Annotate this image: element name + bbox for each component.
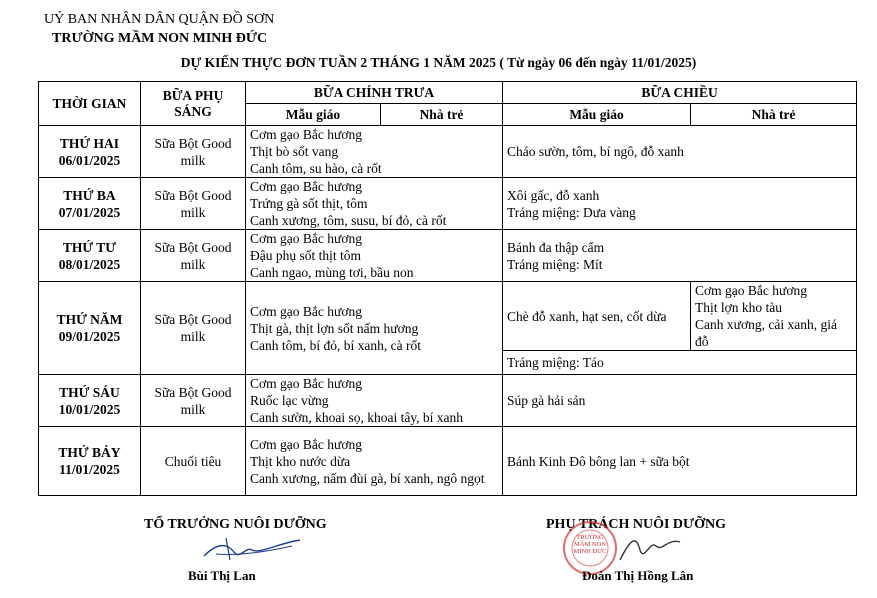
afternoon-item: Chè đỗ xanh, hạt sen, cốt dừa xyxy=(507,308,667,324)
day-cell xyxy=(39,375,141,427)
afternoon-item: Tráng miệng: Mít xyxy=(507,256,603,272)
day-cell xyxy=(39,282,141,375)
lunch-item: Thịt gà, thịt lợn sốt nấm hương xyxy=(250,320,419,336)
breakfast-cell: Sữa Bột Good milk xyxy=(141,178,246,230)
breakfast-cell: Sữa Bột Good milk xyxy=(141,282,246,375)
lunch-cell xyxy=(246,126,503,178)
col-header-time: THỜI GIAN xyxy=(39,82,141,126)
lunch-item: Cơm gạo Bắc hương xyxy=(250,376,362,391)
afternoon-item: Bánh Kinh Đô bông lan + sữa bột xyxy=(507,453,690,469)
table-row xyxy=(39,427,857,496)
afternoon-cell xyxy=(503,427,857,496)
day-date: 10/01/2025 xyxy=(58,401,121,417)
breakfast-cell: Sữa Bột Good milk xyxy=(141,230,246,282)
afternoon-nursery-cell xyxy=(691,282,857,351)
lunch-item: Cơm gạo Bắc hương xyxy=(250,179,362,194)
day-cell xyxy=(39,126,141,178)
lunch-item: Cơm gạo Bắc hương xyxy=(250,436,362,452)
lunch-item: Đậu phụ sốt thịt tôm xyxy=(250,248,361,263)
col-header-breakfast: BỮA PHỤ SÁNG xyxy=(141,82,246,126)
left-signature-title: TỔ TRƯỞNG NUÔI DƯỠNG xyxy=(144,517,327,532)
table-row xyxy=(39,178,857,230)
table-row xyxy=(39,230,857,282)
lunch-cell xyxy=(246,427,503,496)
lunch-item: Cơm gạo Bắc hương xyxy=(250,127,362,142)
right-signature-title: PHỤ TRÁCH NUÔI DƯỠNG xyxy=(546,517,727,532)
committee-name: UỶ BAN NHÂN DÂN QUẬN ĐỒ SƠN xyxy=(44,12,275,27)
afternoon-cell xyxy=(503,375,857,427)
lunch-cell xyxy=(246,230,503,282)
day-date: 09/01/2025 xyxy=(58,329,121,344)
breakfast-cell: Sữa Bột Good milk xyxy=(141,126,246,178)
breakfast-cell: Chuối tiêu xyxy=(141,427,246,496)
lunch-item: Thịt kho nước dừa xyxy=(250,453,351,469)
school-name: TRƯỜNG MẦM NON MINH ĐỨC xyxy=(52,31,268,46)
day-name: THỨ TƯ xyxy=(62,239,117,255)
day-date: 08/01/2025 xyxy=(58,256,121,272)
afternoon-item: Xôi gấc, đỗ xanh xyxy=(507,187,600,203)
day-date: 06/01/2025 xyxy=(58,152,121,168)
afternoon-item: Canh xương, cải xanh, giá đỗ xyxy=(695,317,837,349)
afternoon-cell xyxy=(503,126,857,178)
afternoon-item: Súp gà hải sản xyxy=(507,393,586,408)
day-name: THỨ SÁU xyxy=(59,384,120,400)
lunch-item: Cơm gạo Bắc hương xyxy=(250,303,362,319)
day-name: THỨ BẢY xyxy=(58,445,121,460)
day-cell xyxy=(39,178,141,230)
afternoon-item: Cháo sườn, tôm, bí ngô, đỗ xanh xyxy=(507,144,684,159)
stamp-text: TRƯỜNG MẦM NON MINH ĐỨC xyxy=(573,534,607,555)
lunch-item: Ruốc lạc vừng xyxy=(250,393,329,408)
lunch-cell xyxy=(246,375,503,427)
sub-header-lunch-kindergarten: Mẫu giáo xyxy=(246,104,381,126)
sub-header-lunch-nursery: Nhà trẻ xyxy=(381,104,503,126)
lunch-item: Canh xương, tôm, susu, bí đỏ, cà rốt xyxy=(250,213,447,228)
afternoon-item: Bánh đa thập cẩm xyxy=(507,239,605,255)
lunch-item: Cơm gạo Bắc hương xyxy=(250,231,362,246)
lunch-item: Trứng gà sốt thịt, tôm xyxy=(250,196,368,211)
day-date: 07/01/2025 xyxy=(58,204,121,220)
menu-table xyxy=(38,81,857,496)
day-name: THỨ NĂM xyxy=(56,312,123,327)
sub-header-afternoon-nursery: Nhà trẻ xyxy=(691,104,857,126)
lunch-cell xyxy=(246,178,503,230)
afternoon-cell xyxy=(503,178,857,230)
right-signer-name: Đoàn Thị Hồng Lân xyxy=(582,568,694,583)
menu-title: DỰ KIẾN THỰC ĐƠN TUẦN 2 THÁNG 1 NĂM 2025 ( Từ ngày 06 đến ngày 11/01/2025) xyxy=(180,55,697,70)
day-name: THỨ BA xyxy=(63,187,116,203)
afternoon-kindergarten-cell xyxy=(503,282,691,351)
left-signer-name: Bùi Thị Lan xyxy=(188,568,256,583)
col-header-lunch: BỮA CHÍNH TRƯA xyxy=(246,82,503,104)
lunch-cell xyxy=(246,282,503,375)
lunch-item: Canh tôm, su hào, cà rốt xyxy=(250,161,382,176)
sub-header-afternoon-kindergarten: Mẫu giáo xyxy=(503,104,691,126)
lunch-item: Canh tôm, bí đỏ, bí xanh, cà rốt xyxy=(250,337,421,353)
day-name: THỨ HAI xyxy=(59,135,120,151)
col-header-afternoon: BỮA CHIỀU xyxy=(503,82,857,104)
table-row xyxy=(39,282,857,351)
afternoon-item: Thịt lợn kho tàu xyxy=(695,300,783,315)
lunch-item: Canh ngao, mùng tơi, bầu non xyxy=(250,265,414,280)
day-date: 11/01/2025 xyxy=(59,462,120,477)
afternoon-item: Cơm gạo Bắc hương xyxy=(695,283,807,298)
day-cell xyxy=(39,230,141,282)
lunch-item: Canh sườn, khoai sọ, khoai tây, bí xanh xyxy=(250,410,464,425)
breakfast-cell: Sữa Bột Good milk xyxy=(141,375,246,427)
day-cell xyxy=(39,427,141,496)
dessert-cell: Tráng miệng: Táo xyxy=(503,351,857,375)
afternoon-item: Tráng miệng: Dưa vàng xyxy=(507,204,636,220)
table-row xyxy=(39,126,857,178)
lunch-item: Thịt bò sốt vang xyxy=(250,144,339,159)
afternoon-cell xyxy=(503,230,857,282)
table-row xyxy=(39,375,857,427)
lunch-item: Canh xương, nấm đùi gà, bí xanh, ngô ngọt xyxy=(250,470,485,486)
left-signature-icon xyxy=(196,534,306,566)
